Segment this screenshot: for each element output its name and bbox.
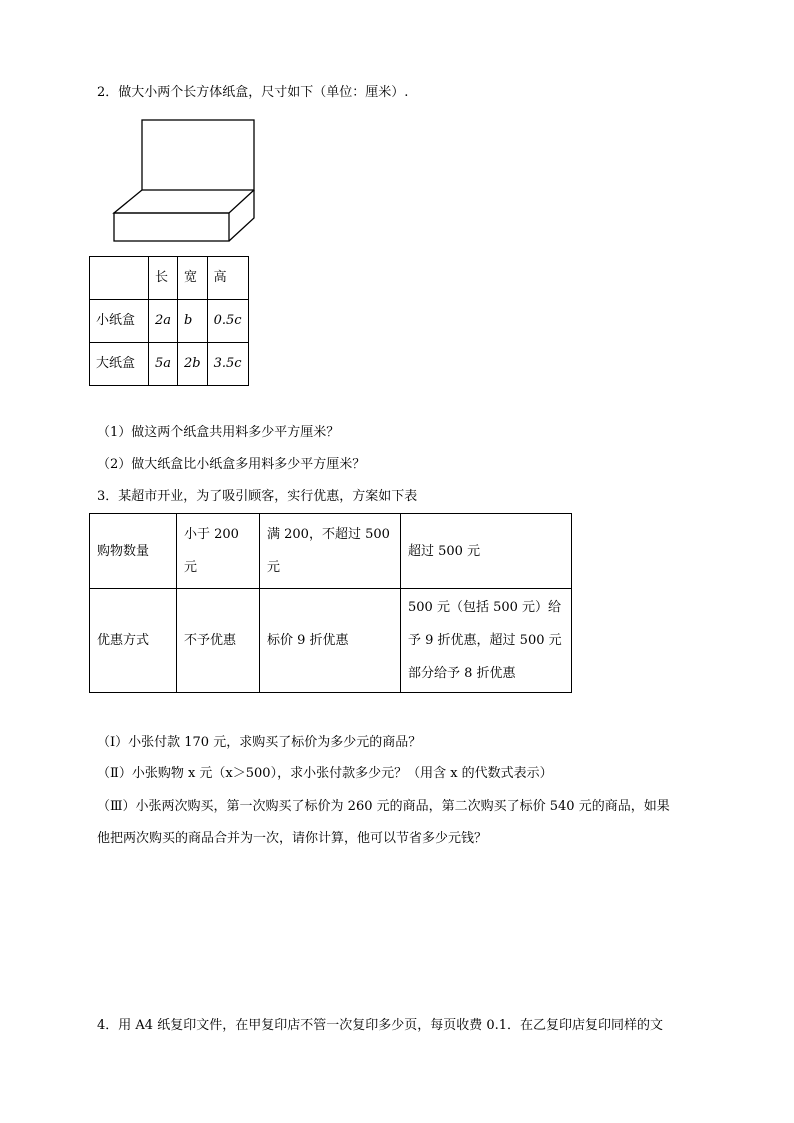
table-cell: [207, 300, 248, 343]
table-cell: 超过 500 元: [401, 514, 572, 589]
table-cell: [178, 343, 208, 386]
cell-value: 2b: [184, 356, 201, 371]
table-header: 宽: [178, 257, 208, 300]
q3-sub2: （Ⅱ）小张购物 x 元（x＞500），求小张付款多少元？（用含 x 的代数式表示）: [97, 766, 553, 781]
cell-line: 小于 200: [184, 527, 239, 542]
q3-title: 3．某超市开业，为了吸引顾客，实行优惠，方案如下表: [97, 489, 418, 504]
cell-line: 500 元（包括 500 元）给: [408, 600, 562, 615]
size-table: [89, 256, 249, 386]
table-row: [90, 300, 249, 343]
q3-sub3-line1: （Ⅲ）小张两次购买，第一次购买了标价为 260 元的商品，第二次购买了标价 540 元的商品，如果: [97, 799, 670, 814]
table-row: [90, 257, 249, 300]
row-label: 小纸盒: [90, 300, 149, 343]
table-cell: 不予优惠: [177, 589, 260, 693]
q2-sub2: （2）做大纸盒比小纸盒多用料多少平方厘米？: [97, 457, 366, 472]
q3-sub1: （Ⅰ）小张付款 170 元，求购买了标价为多少元的商品？: [97, 735, 422, 750]
table-cell: [177, 514, 260, 589]
q2-title: 2．做大小两个长方体纸盒，尺寸如下（单位：厘米）.: [97, 85, 409, 100]
table-row: [90, 514, 572, 589]
table-cell: [178, 300, 208, 343]
cell-value: 5a: [155, 356, 172, 371]
cell-line: 元: [267, 560, 281, 575]
row-label: 优惠方式: [90, 589, 177, 693]
discount-table: [89, 513, 572, 693]
row-label: 大纸盒: [90, 343, 149, 386]
table-row: [90, 589, 572, 693]
cell-value: 0.5c: [213, 313, 242, 328]
row-label: 购物数量: [90, 514, 177, 589]
q3-sub3-line2: 他把两次购买的商品合并为一次，请你计算，他可以节省多少元钱？: [97, 831, 488, 846]
cell-line: 元: [184, 560, 198, 575]
q4-title: 4．用 A4 纸复印文件，在甲复印店不管一次复印多少页，每页收费 0.1．在乙复印店复印同样的文: [97, 1018, 664, 1033]
table-cell: [207, 343, 248, 386]
table-cell: [149, 300, 178, 343]
cell-value: b: [184, 313, 193, 328]
cell-line: 部分给予 8 折优惠: [408, 666, 516, 681]
table-cell: 标价 9 折优惠: [260, 589, 401, 693]
table-cell: [90, 257, 149, 300]
table-cell: [260, 514, 401, 589]
table-header: 高: [207, 257, 248, 300]
table-header: 长: [149, 257, 178, 300]
table-cell: [149, 343, 178, 386]
cell-value: 3.5c: [213, 356, 242, 371]
cell-line: 予 9 折优惠，超过 500 元: [408, 633, 562, 648]
table-cell: [401, 589, 572, 693]
box-figure: [112, 118, 262, 246]
q2-sub1: （1）做这两个纸盒共用料多少平方厘米？: [97, 425, 340, 440]
cell-line: 满 200，不超过 500: [267, 527, 390, 542]
table-row: [90, 343, 249, 386]
cell-value: 2a: [155, 313, 172, 328]
